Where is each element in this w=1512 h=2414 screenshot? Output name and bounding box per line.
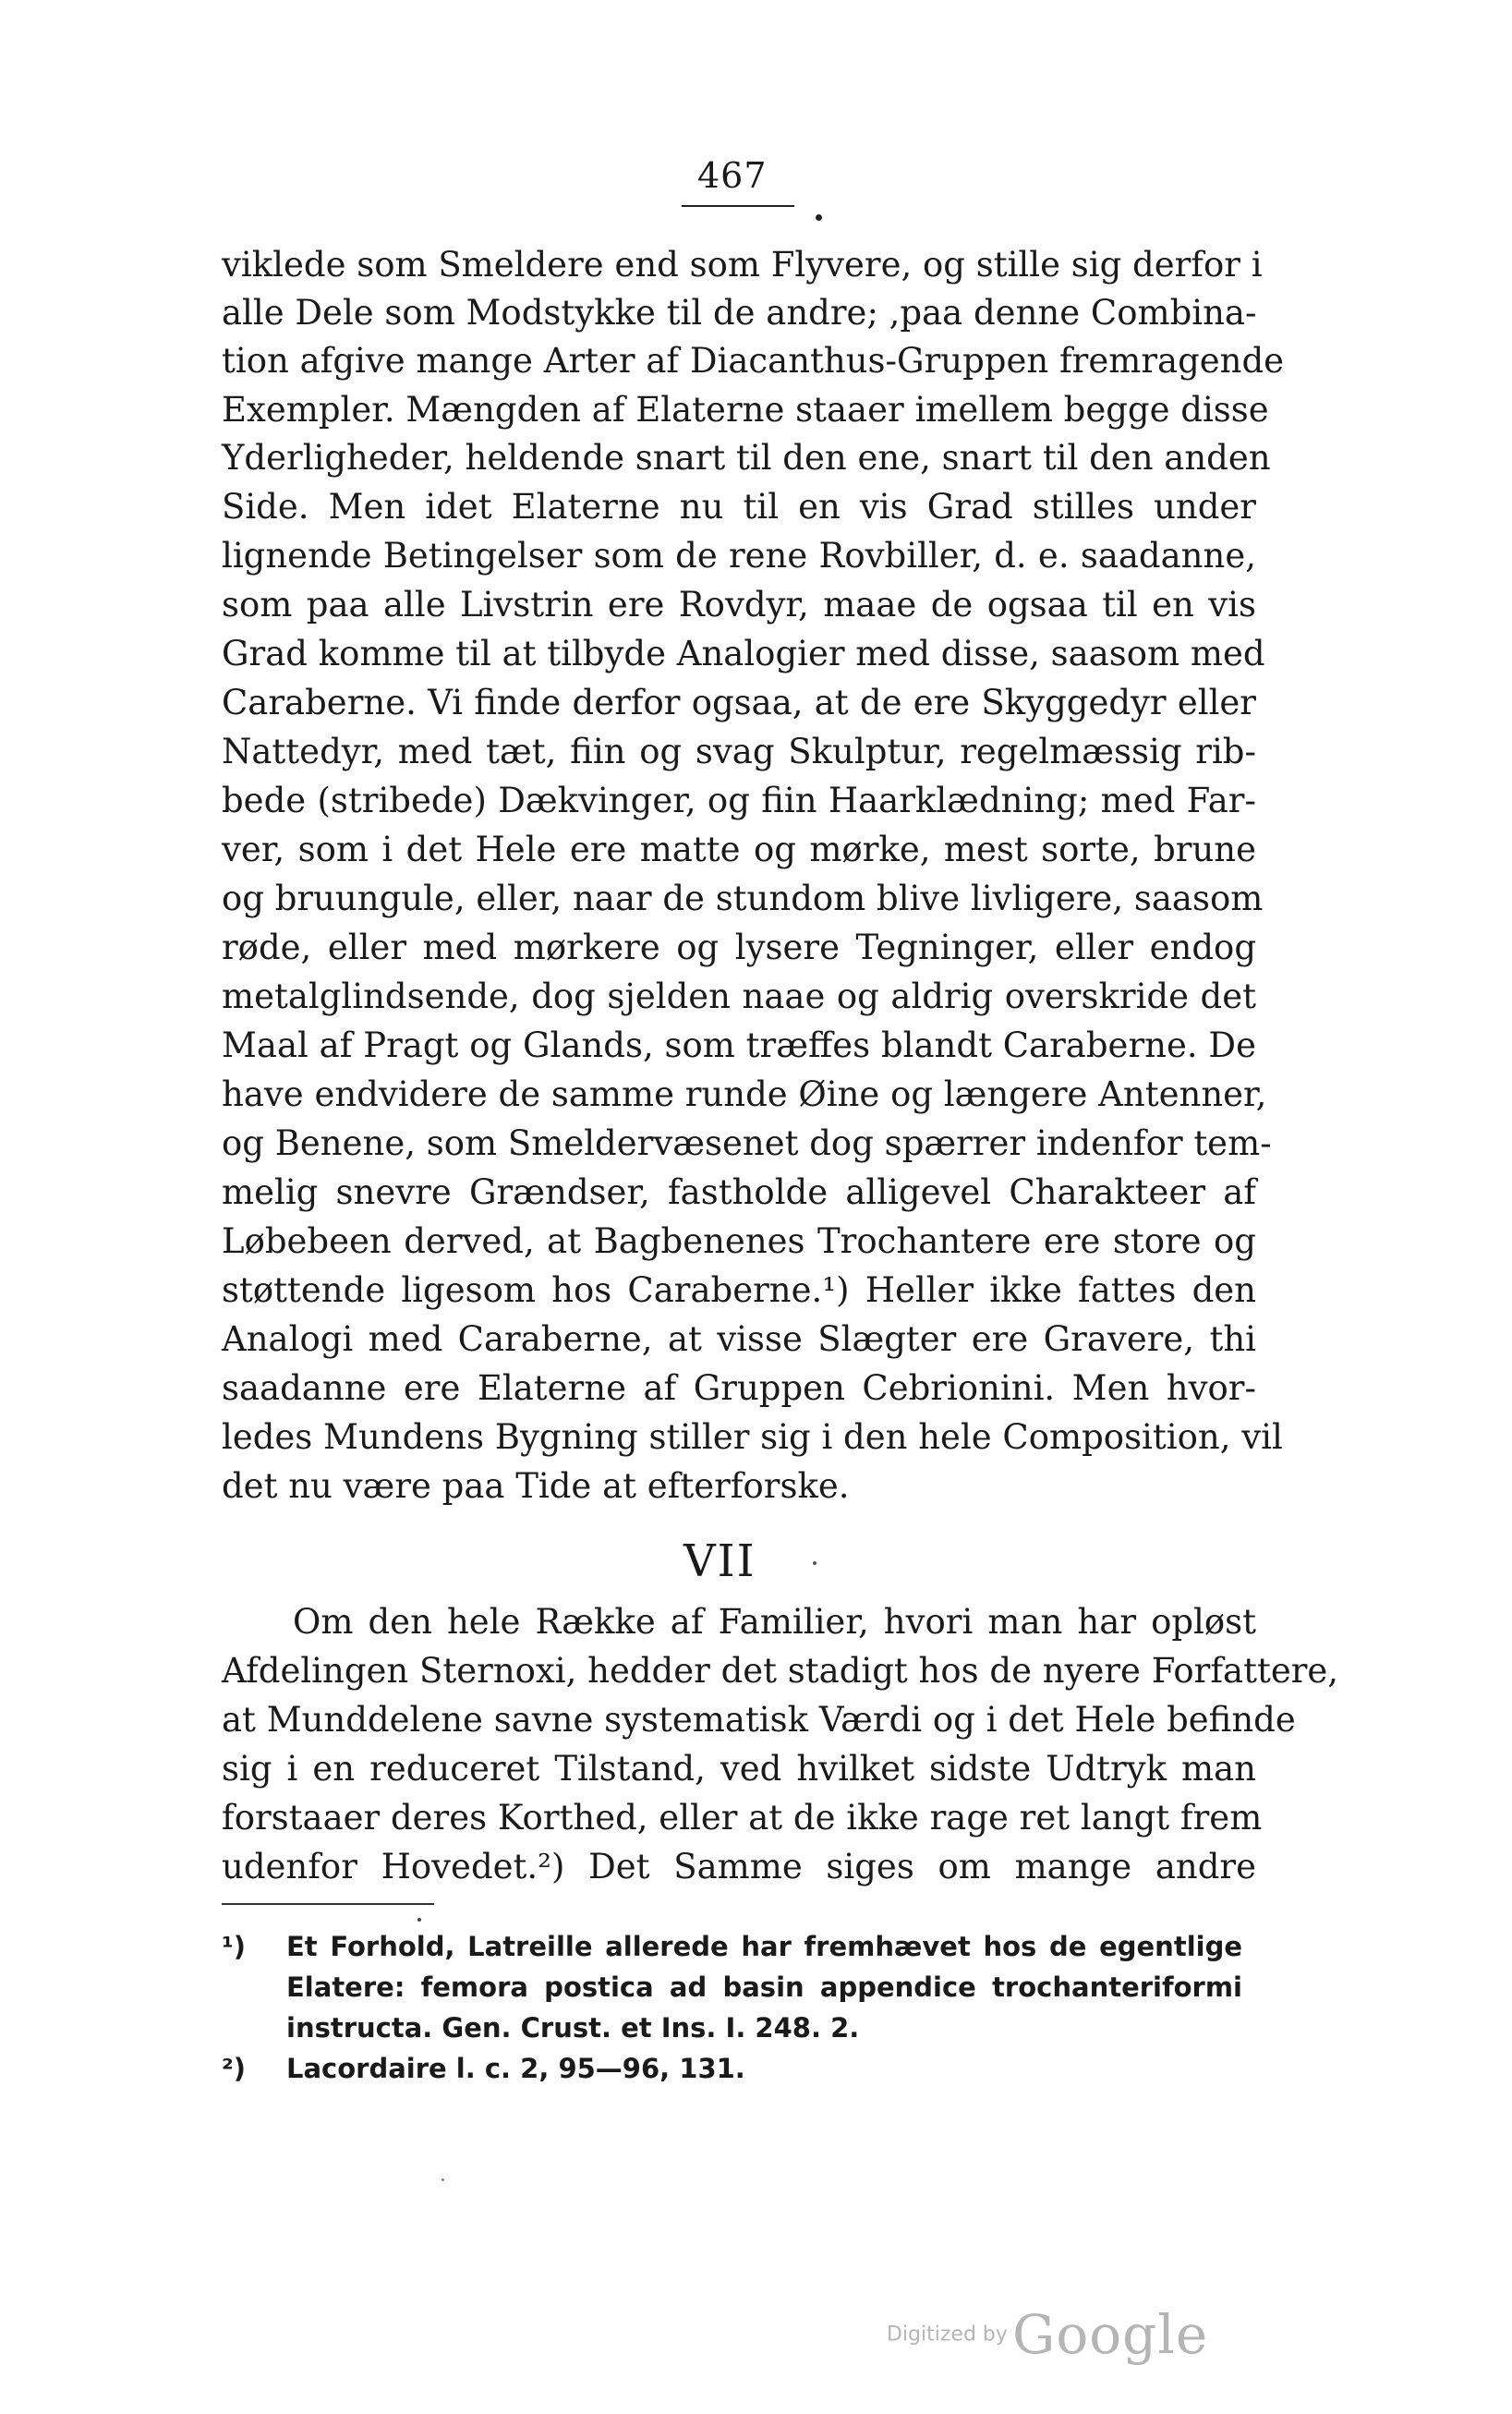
digitized-by-watermark	[887, 2303, 1208, 2366]
page-number-dot	[816, 214, 822, 221]
text-line: ver, som i det Hele ere matte og mørke, mest sorte, brune	[222, 830, 1256, 869]
text-line: Caraberne. Vi finde derfor ogsaa, at de ere Skyggedyr eller	[222, 683, 1256, 722]
text-line: lignende Betingelser som de rene Rovbiller, d. e. saadanne,	[222, 536, 1256, 576]
watermark-prefix: Digitized by	[887, 2323, 1008, 2347]
google-logo: Google	[1012, 2303, 1209, 2366]
page-number: 467	[697, 155, 768, 196]
text-line: udenfor Hovedet.²) Det Samme siges om mange andre	[222, 1847, 1256, 1886]
text-line: melig snevre Grændser, fastholde alligevel Charakteer af	[222, 1172, 1256, 1212]
text-line: metalglindsende, dog sjelden naae og aldrig overskride det	[222, 977, 1256, 1016]
text-line: Exempler. Mængden af Elaterne staaer imellem begge disse	[222, 390, 1269, 430]
text-line: saadanne ere Elaterne af Gruppen Cebrionini. Men hvor-	[222, 1368, 1256, 1408]
text-line: Afdelingen Sternoxi, hedder det stadigt hos de nyere Forfattere,	[222, 1651, 1339, 1691]
text-line: ledes Mundens Bygning stiller sig i den hele Composition, vil	[222, 1417, 1283, 1457]
footnote-line: Lacordaire l. c. 2, 95—96, 131.	[286, 2053, 745, 2084]
footnote-rule-dot	[417, 1918, 421, 1922]
footnote-line: Elatere: femora postica ad basin appendice trochanteriformi	[286, 1971, 1242, 2003]
page-number-rule	[682, 205, 794, 207]
heading-dot	[813, 1561, 816, 1565]
footnote-rule	[222, 1903, 434, 1905]
footnote-marker: ¹)	[222, 1931, 246, 1962]
text-line: og bruungule, eller, naar de stundom blive livligere, saasom	[222, 879, 1264, 918]
text-line: Maal af Pragt og Glands, som træffes blandt Caraberne. De	[222, 1025, 1256, 1065]
text-line: det nu være paa Tide at efterforske.	[222, 1466, 850, 1506]
text-line: Om den hele Række af Familier, hvori man har opløst	[293, 1602, 1256, 1642]
text-line: alle Dele som Modstykke til de andre; ,paa denne Combina-	[222, 293, 1257, 333]
text-line: forstaaer deres Korthed, eller at de ikke rage ret langt frem	[222, 1798, 1263, 1838]
text-line: som paa alle Livstrin ere Rovdyr, maae de ogsaa til en vis	[222, 585, 1256, 625]
text-line: Yderligheder, heldende snart til den ene, snart til den anden	[222, 438, 1271, 478]
text-line: Analogi med Caraberne, at visse Slægter ere Gravere, thi	[222, 1319, 1256, 1359]
text-line: Nattedyr, med tæt, fiin og svag Skulptur, regelmæssig rib-	[222, 732, 1256, 771]
text-line: sig i en reduceret Tilstand, ved hvilket sidste Udtryk man	[222, 1749, 1256, 1789]
footnote-marker: ²)	[222, 2053, 246, 2084]
section-heading: VII	[683, 1535, 756, 1587]
text-line: Grad komme til at tilbyde Analogier med disse, saasom med	[222, 634, 1265, 673]
text-line: Side. Men idet Elaterne nu til en vis Grad stilles under	[222, 487, 1256, 527]
footnote-line: instructa. Gen. Crust. et Ins. I. 248. 2.	[286, 2012, 860, 2044]
text-line: have endvidere de samme runde Øine og længere Antenner,	[222, 1074, 1267, 1114]
text-line: at Munddelene savne systematisk Værdi og i det Hele befinde	[222, 1700, 1296, 1740]
text-line: støttende ligesom hos Caraberne.¹) Heller ikke fattes den	[222, 1270, 1256, 1310]
stray-mark	[442, 2178, 444, 2181]
text-line: røde, eller med mørkere og lysere Tegninger, eller endog	[222, 928, 1256, 967]
footnote-line: Et Forhold, Latreille allerede har fremhævet hos de egentlige	[286, 1931, 1242, 1962]
text-line: viklede som Smeldere end som Flyvere, og stille sig derfor i	[222, 245, 1263, 285]
text-line: tion afgive mange Arter af Diacanthus-Gruppen fremragende	[222, 341, 1285, 381]
text-line: bede (stribede) Dækvinger, og fiin Haarklædning; med Far-	[222, 781, 1256, 820]
text-line: Løbebeen derved, at Bagbenenes Trochantere ere store og	[222, 1221, 1256, 1261]
text-line: og Benene, som Smeldervæsenet dog spærrer indenfor tem-	[222, 1123, 1272, 1163]
